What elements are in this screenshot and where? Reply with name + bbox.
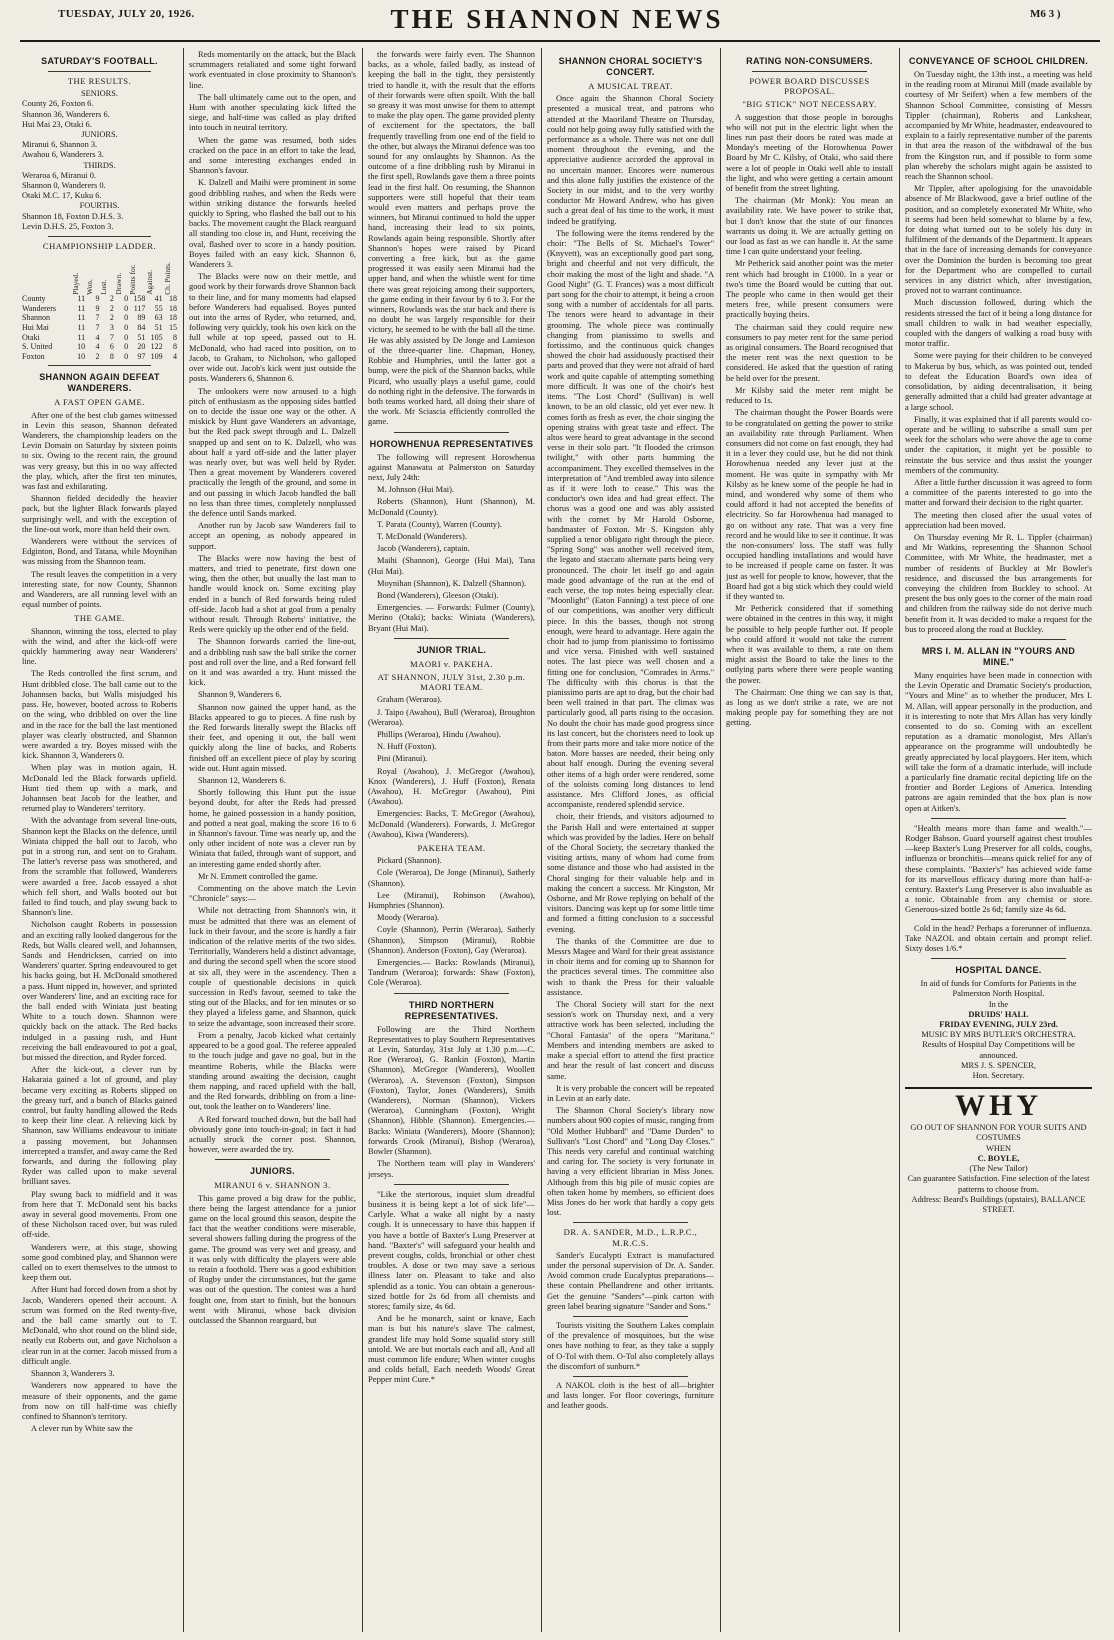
advert-paragraph: "Like the stertorous, inquiet slum dreadful business it is being kept a lot of sick life"—Carlyle. What a wake all night by a nasty cough. It is unnecessary to have this happen if you have a bottle of Baxter's Lung Preserver at hand. "Baxter's" will safeguard your health and prevent coughs, colds, bronchial or other chest troubles. A dose or two may save a serious illness later on. Pleasant to take and also splendid as a tonic. You can obtain a generous-sized bottle for 2s 6d from all chemists and stores; family size, 4s 6d. xyxy=(368,1188,535,1311)
column-2 xyxy=(189,50,356,1630)
results-line: Shannon 36, Wanderers 6. xyxy=(22,109,110,119)
article-paragraph: Much discussion followed, during which the residents stressed the fact of it being a long distance for small children to walk in bad weather especially, coupled with the dangers of walking a road busy with motor traffic. xyxy=(905,298,1092,349)
results-list xyxy=(22,89,177,232)
list-item: Royal (Awahou), J. McGregor (Awahou), Knox (Wanderers), J. Huff (Foxton), Renata (Awahou), H. McGregor (Awahou), Pini (Awahou). xyxy=(368,766,535,807)
results-line: County 26, Foxton 6. xyxy=(22,99,94,109)
masthead xyxy=(0,0,1114,44)
results-line: Hui Mai 23, Otaki 6. xyxy=(22,119,92,129)
article-paragraph: Another run by Jacob saw Wanderers fail to accept an opening, as nobody appeared in support. xyxy=(189,521,356,551)
article-paragraph: the forwards were fairly even. The Shannon backs, as a whole, failed badly, as instead of keeping the ball in the tight, they persistently tried to handle it, with the result that the efforts of their forwards were often spoilt. With the ball so greasy it was most unwise for them to attempt to make the play open. The game provided plenty of excitement for the spectators, the ball frequently travelling from one end of the field to the other, but always the Miranui defence was too sound for any onslaughts by Shannon. As the outcome of a fine dribbling rush by Miranui in the first spell, Rowlands gave them a three points lead in the first half. On resuming, the Shannon supporters were still hopeful that their team would even matters and perhaps prove the winners, but Miranui continued to hold the upper hand, increasing their lead to six points, Rowlands again being responsible. Shortly after Shannon's hopes were raised by Picard converting a free kick, but as the game progressed it was easily seen Miranui had the upper hand, and when the whistle went for time there was great rejoicing among their supporters, the game ending in their favour by 6 to 3. For the winners, Rowlands was the star back and there is no doubt he was largely responsible for their victory, he seemed to be with the ball all the time. He was ably assisted by De Jonge and Lamieson of the three-quarter line. Chapman, Honey, Robbie and Humphries, until the latter got a bump, were the pick of the Shannon backs, while Picard, who usually plays a useful game, could do nothing right in the defensive. The forwards in both teams worked hard, all doing their share of the work. Mr Sciascia efficiently controlled the game. xyxy=(368,50,535,427)
article-paragraph: The following were the items rendered by the choir: "The Bells of St. Michael's Tower" (Knyvett), was an exceptionally good part song, bright and cheerful and not very difficult, the choir making the most of the light and shade. "A Good Night" (G. T. Frances) was a most difficult part song for the choir to attempt, it being a croon song with a number of accidentals for all parts. The tenors were heard to advantage in their grooming. The whole piece was continually changing from pianissimo to swells and fortissimo, and the continuous quick changes showed the choir had assiduously practised their parts and proved that they were not afraid of hard work and quite capable of attempting something more difficult. It was one of the choir's best items. "The Lost Chord" (Sullivan) is well known, to be an old classic, old yet ever new. It comes forth as fresh as ever, the choir singing the opening strains with great taste and effect. The altos were heard to great advantage in the second verse in their solo part. "It flooded the crimson twilight," with other parts humming the accompaniment. They excelled themselves in the interpretation of "And trembled away into silence as if it were loth to cease." This was the conductor's own idea and had great effect. The chorus was a good one and was ably assisted with the cornet by Mr Harold Osborne, bandmaster of Foxton. Mr S. Kingston ably supplied a tenor obligato right through the piece. "Spring Song" was another well received item, the legato and staccato alternate parts being very pronounced. The choir let itself go and again made good advantage of the run at the end of each verse, the top notes being especially clear. "Moonlight" (Eaton Fanning) a test piece of one of our competitions, was another very difficult piece. In this the basses, though not strong enough, were heard to advantage. Here again the choir had to jump from pianissimo to fortissimo and vice versa. Finished with well sustained notes. The last piece was well chosen and a fitting one for conclusion, "Comrades in Arms." The difficulty with this chorus is that the pianissimo parts are apt to drag, but the choir had been well trained in that part. The climax was particularly good, all parts rising to the occasion. No doubt the choir has made good progress since its last concert, but the choristers need to look up from their parts more and take more notice of the baton. More basses are needed, their being only about half enough. During the evening several other items of a high order were rendered, some of the soloists coming long distances to lend assistance. Mrs Clifford Jones, as official accompaniste, rendered splendid service. xyxy=(547,228,714,810)
hospital-dance-heading: HOSPITAL DANCE. xyxy=(955,965,1042,976)
results-line: Awahou 6, Wanderers 3. xyxy=(22,150,104,160)
article-paragraph: After Hunt had forced down from a shot by Jacob, Wanderers opened their account. A scrum was formed on the Red twenty-five, and the ball came smartly out to T. McDonald, who shot round on the blind side, neatly cut Roberts out, and gave Nicholson a clear run in at the corner. Jacob missed from a difficult angle. xyxy=(22,1285,177,1366)
article-paragraph: The ball ultimately came out to the open, and Hunt with another speculating kick lifted the siege, and half-time was called as play drifted into touch in neutral territory. xyxy=(189,92,356,133)
list-item: Emergencies. — Forwards: Fulmer (County), Merino (Otaki); backs: Winiata (Wanderers), Bryant (Hui Mai). xyxy=(368,603,535,633)
advert-paragraph: A NAKOL cloth is the best of all—brighter and lasts longer. For floor coverings, furniture and leather goods. xyxy=(547,1380,714,1411)
column-rule xyxy=(183,48,184,1632)
results-line: Otaki M.C. 17, Kuku 6. xyxy=(22,191,102,201)
article-paragraph: The chairman said they could require new consumers to pay meter rent for the same period as original consumers. The Board recognised that the meter rent was the next question to be considered. He asked that the question of rating be held over for the present. xyxy=(726,322,893,383)
list-item: Maihi (Shannon), George (Hui Mai), Tana (Hui Mai). xyxy=(368,556,535,576)
list-item: Phillips (Weraroa), Hindu (Awahou). xyxy=(377,729,501,739)
article-paragraph: This game proved a big draw for the public, there being the largest attendance for a junior game on the local ground this season, despite the fact that the weather conditions were miserable, several showers falling during the progress of the game. The ground was very wet and greasy, and it was only with difficulty the players were able to retain a foothold. There was a good exhibition of Rugby under the circumstances, but the game was out of the question. The contest was a hard fought one, from start to finish, but the honours went with Miranui, whose back division outclassed the Shannon rearguard, but xyxy=(189,1193,356,1325)
results-line: Shannon 18, Foxton D.H.S. 3. xyxy=(22,211,124,221)
article-paragraph: Shannon now gained the upper hand, as the Blacks appeared to go to pieces. A fine rush by the Red forwards literally swept the Blacks off their feet, and opening it out, the ball went quickly along the line of backs, and Roberts finished off an excellent piece of play by scoring wide out. Hunt again missed. xyxy=(189,702,356,773)
article-paragraph: Following are the Third Northern Representatives to play Southern Representatives at Levin, Saturday, 31st July at 1.30 p.m.—C. Roe (Weraroa), G. Rankin (Foxton), Martin (Shannon), McGregor (Wanderers), Woollett (Weraroa), A. Stevenson (Foxton), Simpson (Foxton), Taylor, Jones (Wanderers), Smith (Wanderers), Norman (Shannon), Vickers (Weraroa), Cunningham (Foxton), Wright (Shannon), Hibble (Shannon). Emergencies.— Backs: Winiata (Wanderers), Moore (Shannon); forwards Crook (Miranui), Bishop (Weraroa), Bowler (Shannon). xyxy=(368,1024,535,1157)
advert-paragraph: Cold in the head? Perhaps a forerunner of influenza. Take NAZOL and obtain certain and prompt relief. Sixty doses 1/6.* xyxy=(905,923,1092,954)
ladder-col-header: Lost. xyxy=(99,279,109,295)
table-row: Otaki 11 4 7 0 51 105 8 xyxy=(22,332,177,342)
table-row: Hui Mai 11 7 3 0 84 51 15 xyxy=(22,323,177,333)
issue-date: TUESDAY, JULY 20, 1926. xyxy=(58,8,195,20)
divider xyxy=(573,1376,688,1377)
championship-ladder-table xyxy=(22,254,177,361)
table-row: County 11 9 2 0 158 41 18 xyxy=(22,294,177,304)
column-rule xyxy=(541,48,542,1632)
article-paragraph: Some were paying for their children to be conveyed to Makerua by bus, which, as was pointed out, tended to defeat the Education Board's own idea of consolidation, by aiding decentralisation, it being generally admitted that a child had greater advantage at a large school. xyxy=(905,351,1092,412)
choral-heading: SHANNON CHORAL SOCIETY'S CONCERT. xyxy=(558,56,703,77)
advert-paragraph: Sander's Eucalypti Extract is manufactured under the personal supervision of Dr. A. Sander. Avoid common crude Eucalyptus preparations—these contain Phellandrene and other irritants. Get the genuine "Sanders"—pink carton with green label bearing signature "Sander and Sons." xyxy=(547,1250,714,1311)
divider xyxy=(394,432,509,433)
results-line: Shannon 0, Wanderers 0. xyxy=(22,181,106,191)
article-paragraph: The thanks of the Committee are due to Messrs Magee and Ward for their great assistance in choir items and for coming up to Shannon for the practices several times. The committee also wish to thank the Press for their valuable assistance. xyxy=(547,936,714,997)
article-paragraph: Mr N. Emmett controlled the game. xyxy=(198,871,318,881)
page-mark: M6 3 ) xyxy=(1030,8,1061,20)
divider xyxy=(215,1159,330,1160)
article-paragraph: The meeting then closed after the usual votes of appreciation had been moved. xyxy=(905,510,1092,530)
article-paragraph: Commenting on the above match the Levin "Chronicle" says:— xyxy=(189,884,356,904)
article-paragraph: On Tuesday night, the 13th inst., a meeting was held in the reading room at Miranui Mill (made available by courtesy of Mr Seifert) when a few members of the Shannon School Committee, consisting of Messrs Tippler (chairman), Roberts and Lankshear, accompanied by Mr White, headmaster, endeavoured to explain to a fairly representative number of the parents in that area the reason of the withdrawal of the bus from the Kingston run, and if possible to form some plan whereby the scholars might again be assisted to reach the Shannon school. xyxy=(905,70,1092,182)
article-paragraph: The Shannon forwards carried the line-out, and a dribbling rush saw the ball strike the corner post and roll over the line, and a Red forward fell on it and was awarded a try. Hunt missed the kick. xyxy=(189,637,356,688)
ladder-col-header: Played. xyxy=(71,272,80,295)
allan-heading: MRS I. M. ALLAN IN "YOURS AND MINE." xyxy=(921,645,1076,667)
article-paragraph: When the game was resumed, both sides cracked on the pace in an effort to take the lead, and some interesting exchanges ended in Shannon's favour. xyxy=(189,135,356,176)
choral-subheading: A MUSICAL TREAT. xyxy=(588,81,673,91)
article-paragraph: Many enquiries have been made in connection with the Levin Operatic and Dramatic Society's production, "Yours and Mine" as to whether the producer, Mrs I. M. Allan, will appear personally in the production, and it is interesting to note that Mrs Allan has very kindly consented to do so. Coming with an excellent reputation as a dramatic monologist, Mrs Allan's appearance on the programme will undoubtedly be greatly appreciated by local playgoers. Her item, which will take the form of a dramatic interlude, will include a particularly fine dramatic recital depicting life on the frontier and Border Legions of America. Intending patrons are again reminded that the box plan is now open at Aitken's. xyxy=(905,670,1092,813)
advert-paragraph: "Health means more than fame and wealth."—Rodger Babson. Guard yourself against chest troubles—keep Baxter's Lung Preserver for all colds, coughs, influenza or bronchitis—means quick relief for any of these complaints. "Baxter's" has achieved wide fame for its marvellous efficacy during more than half-a-century. Baxter's Lung Preserver is also invaluable as a tonic. Obtainable from any chemist or store. Generous-sized bottle 2s 6d; family size 4s 6d. xyxy=(905,822,1092,915)
results-line: JUNIORS. xyxy=(81,130,118,140)
divider xyxy=(48,365,151,366)
list-item: Pickard (Shannon). xyxy=(377,856,442,866)
juniors-heading: JUNIORS. xyxy=(250,1166,295,1177)
ladder-col-header: Against. xyxy=(145,269,155,295)
list-item: Coyle (Shannon), Perrin (Weraroa), Satherly (Shannon), Simpson (Miranui), Robbie (Shannon). Anderson (Foxton), Gay (Weraroa). xyxy=(368,925,535,955)
game-heading: THE GAME. xyxy=(74,613,125,624)
article-paragraph: From a penalty, Jacob kicked what certainly appeared to be a good goal. The referee appealed to the touch judge and gave no goal, but in the meantime Roberts, while the Blacks were standing around awaiting the decision, caught them napping, and raced upfield with the ball, and the Red forwards, dribbling on from a line-out, took the leather on to Wanderers' line. xyxy=(189,1030,356,1112)
divider xyxy=(931,818,1066,819)
column-rule xyxy=(899,48,900,1632)
advert-paragraph: Tourists visiting the Southern Lakes complain of the prevalence of mosquitoes, but the wise ones have nothing to fear, as they take a supply of O-Tol with them. O-Tol also completely allays the discomfort of sunburn.* xyxy=(547,1320,714,1371)
article-paragraph: A clever run by White saw the xyxy=(31,1424,133,1434)
article-paragraph: Once again the Shannon Choral Society presented a musical treat, and patrons who attended at the Maoriland Theatre on Thursday, could not help going away fully satisfied with the performance as a whole. There was not one dull moment throughout the evening, and the appreciative audience accorded the approval in no uncertain manner. Encores were numerous and this alone fully justifies the existence of the Society in our midst, and to the very worthy conductor Mr Howard Andrew, who has given such a great deal of his time to the work, it must indeed be gratifying. xyxy=(547,94,714,226)
divider xyxy=(48,236,151,237)
article-paragraph: While not detracting from Shannon's win, it must be admitted that there was an element of luck in their favour, and the score is hardly a fair indication of the relative merits of the two sides. Territorially, Wanderers held a distinct advantage, and during the second spell when the score stood at six all, they were in the ascendency. Then a couple of questionable decisions in quick succession in Red's favour, seemed to take the sting out of the Blacks, and for ten minutes or so they played a lifeless game, and Shannon, quick to seize the advantage, soon increased their score. xyxy=(189,906,356,1028)
column-6 xyxy=(905,50,1092,1630)
divider xyxy=(48,71,151,72)
junior-trial-subheading: MAORI v. PAKEHA. xyxy=(409,658,494,669)
tailor-advert: WHY GO OUT OF SHANNON FOR YOUR SUITS AND COSTUMES WHEN C. BOYLE, (The New Tailor) Can guarantee Satisfaction. Fine selection of the latest patterns to choose from. Address: Beard's Buildings (upstairs), BALLANCE STREET. xyxy=(905,1087,1092,1215)
article-paragraph: The Shannon Choral Society's library now numbers about 900 copies of music, ranging from "Old Mother Hubbard" and "Dame Durden" to Sullivan's "Lost Chord" and "Long Day Closes." This needs very careful and continual watching and caring for. The society is very fortunate in having a very efficient librarian in Miss Jones. Although from this big pile of music copies are often taken home by members, so efficient does Miss Jones do her work that hardly a copy gets lost. xyxy=(547,1106,714,1218)
divider xyxy=(394,1184,509,1185)
article-paragraph: Wanderers were without the services of Edginton, Bond, and Tatana, while Moynihan was missing from the Shannon team. xyxy=(22,537,177,567)
horowhenua-heading: HOROWHENUA REPRESENTATIVES xyxy=(369,438,534,449)
article-paragraph: Shannon fielded decidedly the heavier pack, but the lighter Black forwards played surprisingly well, and with the exception of the line-out work, more than held their own. xyxy=(22,494,177,534)
junior-trial-when: AT SHANNON, JULY 31st, 2.30 p.m. MAORI TEAM. xyxy=(377,671,526,693)
article-paragraph: The result leaves the competition in a very interesting state, for now County, Shannon and Wanderers, are all running level with an equal number of points. xyxy=(22,569,177,610)
article-paragraph: Shannon 3, Wanderers 3. xyxy=(31,1369,115,1379)
table-row: S. United 10 4 6 0 20 122 8 xyxy=(22,342,177,352)
results-line: THIRDS. xyxy=(83,160,116,170)
article-paragraph: The Reds controlled the first scrum, and Hunt dribbled close. The ball came out to the Johannsen backs, but Walls misjudged his pass. He, however, booted across to Roberts on the wing, who dribbled on over the line and in the race for the ball the last mentioned player was clearly obstructed, and Shannon were awarded a try. Boyes missed with the kick. Shannon 3, Wanderers 0. xyxy=(22,669,177,761)
results-line: FOURTHS. xyxy=(79,201,120,211)
ladder-col-header: Ch. Points. xyxy=(162,261,172,295)
football-heading: SATURDAY'S FOOTBALL. xyxy=(41,56,158,66)
article-paragraph: Mr Petherick said another point was the meter rent which had brought in £1000. In a year or two's time the Board would be cutting that out. The people who came in then would get their meters free, while present consumers were practically buying theirs. xyxy=(726,259,893,320)
article-paragraph: A suggestion that those people in boroughs who will not put in the electric light when the lines run past their doors be rated was made at Monday's meeting of the Horowhenua Power Board by Mr C. Kilsby, of Otaki, who said there were a lot of people in Otaki well able to install the light, and who were getting a certain amount of benefit from the street lighting. xyxy=(726,112,893,194)
conveyance-heading: CONVEYANCE OF SCHOOL CHILDREN. xyxy=(908,56,1089,66)
results-line: Miranui 6, Shannon 3. xyxy=(22,140,98,150)
article-paragraph: Nicholson caught Roberts in possession and an exciting rally looked dangerous for the Reds, but Walls cleared well, and Johannsen, Sands and Hendricksen, carried on into Wanderers' quarter. Spring endeavoured to get his backs going, but H. McDonald smothered a pass. Hunt nipped in, however, and sprinted over Wanderers' line, and an exciting race for the ball ended with Winiata just beating White to a touch down. Shannon were quickly back on the attack. The Red backs indulged in a passing rush, and Hunt receiving the ball endeavoured to pot a goal, but missed the direction, and Ryder forced. xyxy=(22,920,177,1062)
article-paragraph: The chairman (Mr Monk): You mean an availability rate. We have power to strike that, but I don't know that the state of our finances warrants us doing it. We are actually getting on our load as fast as we can handle it. At the same time I can quite understand your feeling. xyxy=(726,196,893,257)
article-paragraph: Mr Kilsby said the meter rent might be reduced to 1s. xyxy=(726,385,893,406)
article-paragraph: With the advantage from several line-outs, Shannon kept the Blacks on the defence, until Winiata chipped the ball out to Jacob, who put in a strong run, and sent on to Graham. The latter's reverse pass was smothered, and from the scramble that followed, Wanderers were awarded a free. Jacob essayed a shot which fell short, and Walls booted out but failed to find touch, and play swung back to Shannon's line. xyxy=(22,816,177,918)
results-line: SENIORS. xyxy=(81,89,118,99)
article-paragraph: The Blacks were now on their mettle, and good work by their forwards drove Shannon back to their line, and for many moments had elapsed before Wanderers had equalised. Boyes punted out into the arms of Ryder, who returned, and, following very quickly, took his own kick on the full while at top speed, passed out to H. McDonald, who had raced into position, on to Jacob, to Graham, to Nicholson, who galloped over wide out. Jacob's kick went just outside the posts. Wanderers 6, Shannon 6. xyxy=(189,272,356,384)
article-paragraph: Mr Petherick considered that if something were obtained in the centres in this way, it might be possible to help people further out. If people who could afford it would not take the current when it was available to them, a rate on them might assist the Board to take the lines to the outlying parts where there were people wanting the power. xyxy=(726,604,893,685)
article-paragraph: Shannon 9, Wanderers 6. xyxy=(198,690,282,700)
table-row: Wanderers 11 9 2 0 117 55 18 xyxy=(22,303,177,313)
list-item: T. McDonald (Wanderers). xyxy=(377,531,467,541)
divider xyxy=(931,919,1066,920)
column-1 xyxy=(22,50,177,1630)
ladder-heading: CHAMPIONSHIP LADDER. xyxy=(42,241,157,252)
list-item: Roberts (Shannon), Hunt (Shannon), M. McDonald (County). xyxy=(368,497,535,517)
ladder-col-header: Won. xyxy=(85,278,95,295)
column-rule xyxy=(720,48,721,1632)
article-paragraph: Finally, it was explained that if all parents would co-operate and be willing to subscribe a small sum per week for the scholars who were above the age to come under the capitation, it might yet be possible to reinstate the bus service and thus assist the younger members of the community. xyxy=(905,414,1092,475)
ladder-col-header: Points for. xyxy=(128,264,138,295)
article-paragraph: Mr Tippler, after apologising for the unavoidable absence of Mr Blackwood, gave a brief outline of the position, and so completely exonerated Mr White, who it seems had been held somewhat to blame by a few, for doing what turned out to be solely his duty in fulfilment of the demands of the Department. It appears that in the face of increasing demands for conveyance over the Dominion the burden is becoming too great for the Department who are compelled to curtail services in any district which, after investigation, proved not to warrant continuance. xyxy=(905,184,1092,296)
table-row: Foxton 10 2 8 0 97 109 4 xyxy=(22,351,177,361)
sander-advert-title: DR. A. SANDER, M.D., L.R.P.C., M.R.C.S. xyxy=(563,1227,698,1248)
column-5 xyxy=(726,50,893,1630)
pakeha-heading: PAKEHA TEAM. xyxy=(417,843,486,854)
article-paragraph: choir, their friends, and visitors adjourned to the Parish Hall and were entertained at supper which was provided by the ladies. Here on behalf of the Choral Society, the secretary thanked the visiting artists, many of whom had come from some distance and those who had assisted in the Choral singing for their valuable help and in making the concert a success. Mr Kingston, Mr Osborne, and Mr Rowe replying on behalf of the visitors. Dancing was kept up for some little time and formed a fitting conclusion to a successful evening. xyxy=(547,812,714,934)
list-item: Graham (Weraroa). xyxy=(377,695,442,705)
article-paragraph: The Choral Society will start for the next session's work on Thursday next, and a very attractive work has been selected, including the "Choral Fantasia" of the opera "Maritana." Members and intending members are asked to make a special effort to attend the first practice and hear the result of last concert and discuss same. xyxy=(547,1000,714,1081)
third-northern-heading: THIRD NORTHERN REPRESENTATIVES. xyxy=(404,999,499,1021)
article-paragraph: It is very probable the concert will be repeated in Levin at an early date. xyxy=(547,1083,714,1103)
article-paragraph: Wanderers now appeared to have the measure of their opponents, and the game from now on till half-time was chiefly confined to Shannon's territory. xyxy=(22,1381,177,1421)
article-paragraph: Reds momentarily on the attack, but the Black scrummagers retaliated and some tight forward work eventuated in close proximity to Shannon's line. xyxy=(189,50,356,90)
article-paragraph: When play was in motion again, H. McDonald led the Black forwards upfield. Hunt tied them up with a mark, and Johannsen beat Jacob for the leather, and returned play to Wanderers' territory. xyxy=(22,763,177,814)
article-paragraph: After the kick-out, a clever run by Hakaraia gained a lot of ground, and play became very exciting as Roberts slipped on the greasy turf, and a bunch of Blacks gained control, but faulty handling allowed the Reds to keep their line clear. A relieving kick by Shannon, saw Williams endeavour to initiate a passing movement, but Johannsen intercepted a transfer, and away came the Red forwards, and during the following play Ryder was called upon to make several brilliant saves. xyxy=(22,1065,177,1187)
article-paragraph: K. Dalzell and Maihi were prominent in some good dribbling rushes, and when the Reds were within striking distance the forwards heeled quickly to Spring, who flashed the ball out to his backs. The movement caught the Black rearguard all standing too close in, and Hunt, receiving the oval, flashed over to score in a handy position. Boyes failed with an easy kick. Shannon 6, Wanderers 3. xyxy=(189,178,356,270)
divider xyxy=(573,1222,688,1223)
list-item: The following will represent Horowhenua against Manawatu at Palmerston on Saturday next, July 24th: xyxy=(368,452,535,482)
article-paragraph: The Northern team will play in Wanderers' jerseys. xyxy=(368,1159,535,1179)
article-paragraph: The Blacks were now having the best of matters, and tried to penetrate, first down one wing, then the other, but usually the last man to handle would knock on. Some exciting play ended in a bunch of Red forwards being ruled off-side. Jacob had a shot at goal from a penalty without result. Through Roberts' initiative, the Reds were quickly up the other end of the field. xyxy=(189,553,356,635)
column-4 xyxy=(547,50,714,1630)
article-paragraph: A Red forward touched down, but the ball had obviously gone into touch-in-goal; in fact it had actually struck the corner post. Shannon, however, were awarded the try. xyxy=(189,1114,356,1155)
hospital-dance-advert: In aid of funds for Comforts for Patients in the Palmerston North Hospital. In the DRUIDS' HALL FRIDAY EVENING, JULY 23rd. MUSIC BY MRS BUTLER'S ORCHESTRA. Results of Hospital Day Competitions will be announced. MRS J. S. SPENCER, Hon. Secretary. xyxy=(920,979,1077,1081)
results-heading: THE RESULTS. xyxy=(67,76,132,86)
list-item: Pini (Miranui). xyxy=(377,754,428,764)
divider xyxy=(931,639,1066,640)
divider xyxy=(394,638,509,639)
rating-subheading: POWER BOARD DISCUSSES PROPOSAL. xyxy=(749,76,870,97)
article-paragraph: Play swung back to midfield and it was from here that T. McDonald sent his backs away in several good movements. From one of these Nicholson raced over, but was ruled off-side. xyxy=(22,1189,177,1240)
list-item: M. Johnson (Hui Mai). xyxy=(377,485,455,495)
column-3 xyxy=(368,50,535,1630)
newspaper-title: THE SHANNON NEWS xyxy=(390,4,724,34)
list-item: Emergencies.— Backs: Rowlands (Miranui), Tandrum (Weraroa); forwards: Shaw (Foxton), Cole (Weraroa). xyxy=(368,958,535,988)
article-paragraph: After one of the best club games witnessed in Levin this season, Shannon defeated Wanderers, the championship leaders on the Levin Domain on Saturday by sixteen points to six. Owing to the recent rain, the ground was very greasy, but this in no way affected the play, which, after the first ten minutes, was fast and exhilarating. xyxy=(22,410,177,492)
match-subheading: A FAST OPEN GAME. xyxy=(54,397,145,408)
rating-subheading-2: "BIG STICK" NOT NECESSARY. xyxy=(742,99,877,110)
list-item: N. Huff (Foxton). xyxy=(377,742,437,752)
article-paragraph: After a little further discussion it was agreed to form a committee of the parents interested to go into the matter and forward their decision to the right quarter. xyxy=(905,477,1092,508)
list-item: Bond (Wanderers), Gleeson (Otaki). xyxy=(377,590,499,600)
junior-trial-heading: JUNIOR TRIAL. xyxy=(416,644,487,655)
divider xyxy=(573,1316,688,1317)
masthead-rule xyxy=(20,40,1100,42)
column-rule xyxy=(362,48,363,1632)
article-paragraph: Shannon 12, Wanderers 6. xyxy=(198,776,286,786)
table-row: Shannon 11 7 2 0 89 63 18 xyxy=(22,313,177,323)
list-item: Moynihan (Shannon), K. Dalzell (Shannon). xyxy=(377,578,527,588)
list-item: Cole (Weraroa), De Jonge (Miranui), Satherly (Shannon). xyxy=(368,868,535,888)
match-heading: SHANNON AGAIN DEFEAT WANDERERS. xyxy=(39,372,160,394)
list-item: Moody (Weraroa). xyxy=(377,913,440,923)
divider xyxy=(931,958,1066,959)
results-line: Weraroa 6, Miranui 0. xyxy=(22,170,96,180)
article-paragraph: Shannon, winning the toss, elected to play with the wind, and after the kick-off were quickly hammering away near Wanderers' line. xyxy=(22,626,177,667)
advert-verse: And be he monarch, saint or knave, Each man is but his nature's slave The calmest, grandest life may hold Some squalid story still untold. We are but mortals each and all, And all must common life endure; When winter coughs and colds befall, Each needeth Woods' Great Pepper mint Cure.* xyxy=(368,1313,535,1385)
article-paragraph: The chairman thought the Power Boards were to be congratulated on getting the power to strike an availability rate through Parliament. When consumers did not come on fast enough, they had it in a lever they could use, but he did not think Horowhenua needed any lever just at the moment. He was quite in sympathy with Mr Kilsby as he knew some of the people he had in mind, and wondered why some of them who could afford it had not accepted the benefits of electricity. So far Horowhenua had managed to go on without any rate. That was a very fine record and he would like to see it continue. It was the non-consumers' loss. The staff was fully occupied handling installations and would have to be increased if people came on faster. It was just as well for people to know, however, that the Board had got a big stick which they could wield if they wanted to. xyxy=(726,408,893,601)
why-headline: WHY xyxy=(955,1089,1042,1123)
juniors-subheading: MIRANUI 6 v. SHANNON 3. xyxy=(214,1180,331,1191)
article-paragraph: The Chairman: One thing we can say is that, as long as we don't strike a rate, we are not making people pay for something they are not getting. xyxy=(726,687,893,728)
ladder-col-header: Drawn. xyxy=(114,272,124,295)
list-item: J. Taipo (Awahou), Bull (Weraroa), Broughton (Weraroa). xyxy=(368,707,535,727)
list-item: Emergencies: Backs, T. McGregor (Awahou), McDonald (Wanderers). Forwards, J. McGregor (Awahou), Kiwa (Wanderers). xyxy=(368,809,535,839)
divider xyxy=(752,71,867,72)
list-item: Lee (Miranui), Robinson (Awahou), Humphries (Shannon). xyxy=(368,890,535,911)
article-paragraph: On Thursday evening Mr R. L. Tippler (chairman) and Mr Watkins, representing the Shannon School Committee, with Mr White, the headmaster, met a number of residents of Buckley at Mr Bowler's residence, and discussed the bus arrangements for conveying the children from Buckley to school. At present the bus only goes to the corner of the main road and children from the railway side do not derive much benefit from it. It was decided to make a request for the bus to proceed along the road at Buckley. xyxy=(905,532,1092,634)
divider xyxy=(394,993,509,994)
list-item: T. Parata (County), Warren (County). xyxy=(377,519,502,529)
article-paragraph: Wanderers were, at this stage, showing some good combined play, and Shannon were called on to exert themselves to the utmost to keep them out. xyxy=(22,1242,177,1283)
rating-heading: RATING NON-CONSUMERS. xyxy=(746,56,873,66)
results-line: Levin D.H.S. 25, Foxton 3. xyxy=(22,221,114,231)
list-item: Jacob (Wanderers), captain. xyxy=(377,544,470,554)
article-paragraph: Shortly following this Hunt put the issue beyond doubt, for after the Reds had pressed home, he gained possession in a handy position, and potted a neat goal, making the score 16 to 6 in Shannon's favour. Time was nearly up, and the only other incident of note was a clever run by Winiata that failed, through want of support, and an interesting game ended shortly after. xyxy=(189,788,356,869)
article-paragraph: The onlookers were now aroused to a high pitch of enthusiasm as the opposing sides battled on to decide the issue one way or the other. A miskick by Hunt gave Wanderers an advantage, but the Red pack swept through and L. Dalzell snapped up and sent on to K. Dalzell, who was about half a yard off-side and the latter player was nearly over, but was well held by Ryder. Then a great movement by Wanderers covered practically the length of the ground, and some in and out passing in which Jacob handled the ball no less than three times, completely nonplussed the defence until Sands marked. xyxy=(189,386,356,518)
